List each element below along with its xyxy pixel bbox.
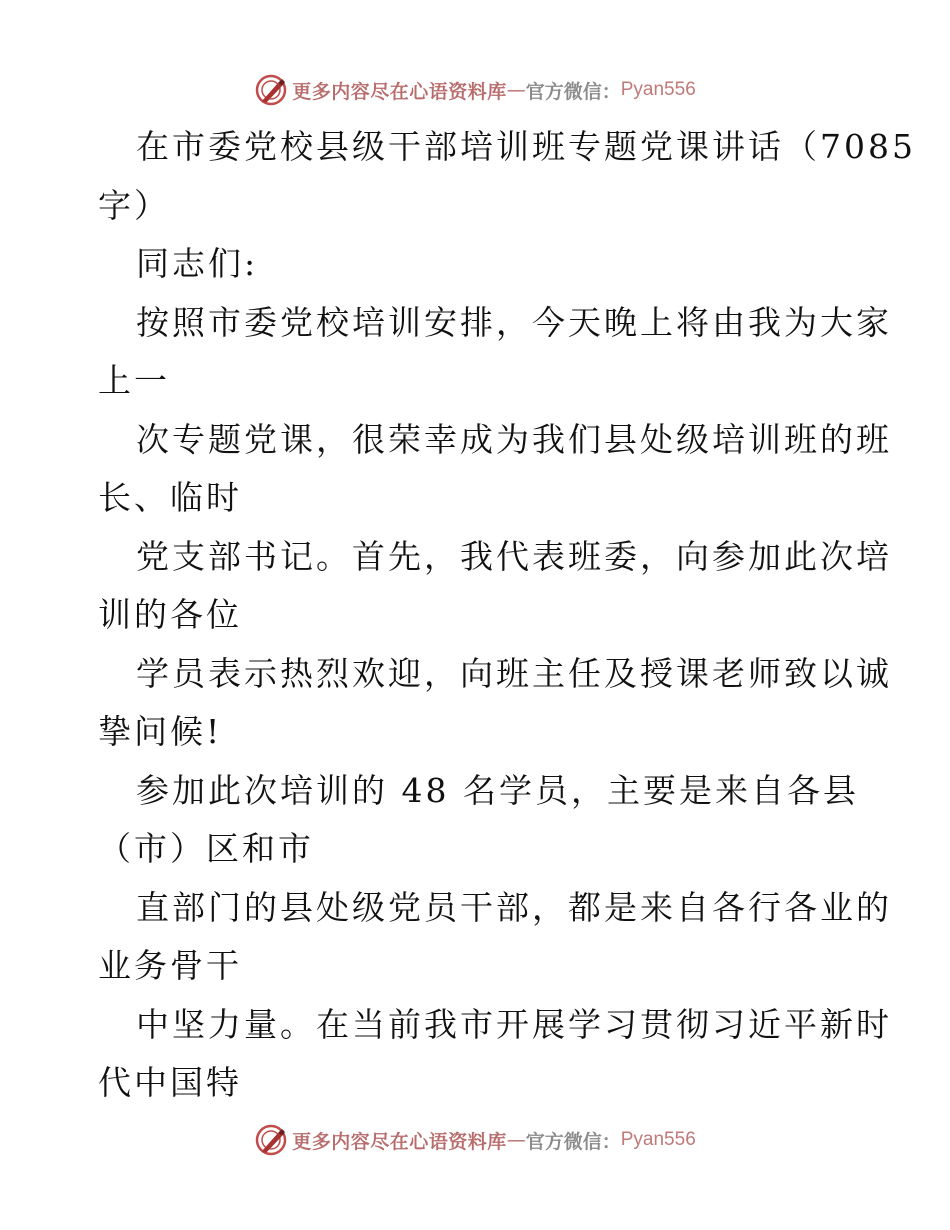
- text-line: 训的各位: [98, 595, 242, 634]
- text-line: 学员表示热烈欢迎，向班主任及授课老师致以诚: [136, 653, 892, 693]
- text-line: 挚问候!: [98, 712, 223, 751]
- footer-watermark: [0, 1120, 950, 1160]
- document-body: [98, 118, 916, 1113]
- watermark-main-text: 更多内容尽在心语资料库: [292, 80, 507, 103]
- pen-logo-icon: [254, 1123, 288, 1157]
- text-line: （市）区和市: [98, 829, 314, 868]
- text-line: 按照市委党校培训安排，今天晚上将由我为大家: [136, 302, 892, 342]
- watermark-dash: —: [506, 79, 526, 101]
- watermark-sub-text: 官方微信：: [525, 1130, 621, 1153]
- watermark-main-text: 更多内容尽在心语资料库: [292, 1130, 507, 1153]
- text-line: 长、临时: [98, 478, 242, 517]
- watermark-wechat-id: Pyan556: [620, 79, 696, 100]
- text-line: 同志们:: [136, 244, 259, 283]
- text-line: 字）: [98, 185, 170, 225]
- watermark-sub-text: 官方微信：: [525, 80, 621, 103]
- text-line: 次专题党课，很荣幸成为我们县处级培训班的班: [136, 419, 892, 459]
- text-line: 党支部书记。首先，我代表班委，向参加此次培: [136, 536, 892, 576]
- text-line: 参加此次培训的 48 名学员，主要是来自各县: [136, 770, 859, 810]
- text-line: 代中国特: [98, 1063, 242, 1102]
- text-line: 业务骨干: [98, 946, 242, 985]
- text-line: 在市委党校县级干部培训班专题党课讲话（7085: [136, 127, 916, 166]
- header-watermark: [0, 70, 950, 110]
- watermark-dash: —: [506, 1129, 526, 1151]
- pen-logo-icon: [254, 73, 288, 107]
- text-line: 上一: [98, 361, 170, 400]
- watermark-wechat-id: Pyan556: [620, 1129, 696, 1150]
- text-line: 直部门的县处级党员干部，都是来自各行各业的: [136, 887, 892, 927]
- text-line: 中坚力量。在当前我市开展学习贯彻习近平新时: [136, 1004, 892, 1044]
